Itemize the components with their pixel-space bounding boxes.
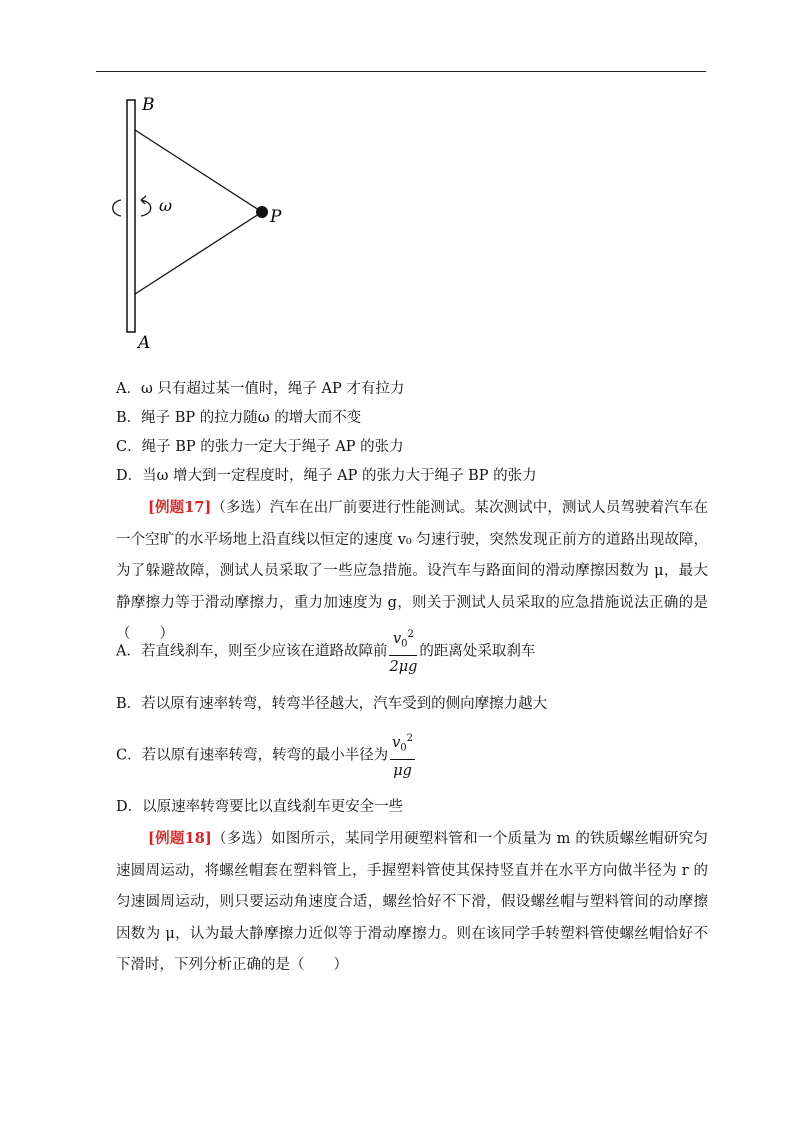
rope-ap (135, 212, 262, 294)
q18-stem (116, 823, 708, 982)
ball-p (256, 206, 268, 218)
q16-option-a: A．ω 只有超过某一值时，绳子 AP 才有拉力 (116, 381, 405, 397)
label-p: P (270, 207, 282, 227)
fraction-v0sq-mug: $\frac{v_0^2}{\mu g}$ (390, 729, 415, 782)
q16-option-c: C．绳子 BP 的张力一定大于绳子 AP 的张力 (116, 439, 404, 455)
label-a: A (138, 333, 151, 353)
q16-option-d: D．当ω 增大到一定程度时，绳子 AP 的张力大于绳子 BP 的张力 (116, 468, 537, 484)
label-omega: ω (159, 196, 173, 215)
q17-option-b: B．若以原有速率转弯，转弯半径越大，汽车受到的侧向摩擦力越大 (116, 696, 548, 712)
q16-option-b: B．绳子 BP 的拉力随ω 的增大而不变 (116, 410, 362, 426)
q17-option-c: C．若以原有速率转弯，转弯的最小半径为 $\frac{v_0^2}{\mu g}$ (116, 729, 417, 782)
q18-tag: [例题18] (148, 830, 212, 847)
q17-option-d: D．以原速率转弯要比以直线刹车更安全一些 (116, 799, 404, 815)
vertical-rod (127, 100, 135, 332)
q17-option-a: A．若直线刹车，则至少应该在道路故障前 $\frac{v_0^2}{2\mu g}$ 的距离处采取刹车 (116, 625, 535, 678)
q18-stem-text: （多选）如图所示，某同学用硬塑料管和一个质量为 m 的铁质螺丝帽研究匀速圆周运动，将螺丝帽套在塑料管上，手握塑料管使其保持竖直并在水平方向做半径为 r 的匀速圆周运动，则只要运动角速度合适，螺丝恰好不下滑，假设螺丝帽与塑料管间的动摩擦因数为 μ，认为最大静摩擦力近似等于滑动摩擦力。则在该同学手转塑料管使螺丝帽恰好不下滑时，下列分析正确的是（ ） (116, 831, 709, 973)
q17-stem-text: （多选）汽车在出厂前要进行性能测试。某次测试中，测试人员驾驶着汽车在一个空旷的水平场地上沿直线以恒定的速度 v₀ 匀速行驶，突然发现正前方的道路出现故障，为了躲避故障，测试人员采取了一些应急措施。设汽车与路面间的滑动摩擦因数为 μ，最大静摩擦力等于滑动摩擦力，重力加速度为 g，则关于测试人员采取的应急措施说法正确的是（ ） (116, 500, 708, 642)
header-rule (96, 71, 706, 72)
q17-tag: [例题17] (148, 499, 212, 516)
rope-bp (135, 130, 262, 212)
rotating-rod-figure (108, 90, 308, 355)
fraction-v0sq-2mug: $\frac{v_0^2}{2\mu g}$ (389, 625, 417, 678)
label-b: B (142, 95, 155, 115)
